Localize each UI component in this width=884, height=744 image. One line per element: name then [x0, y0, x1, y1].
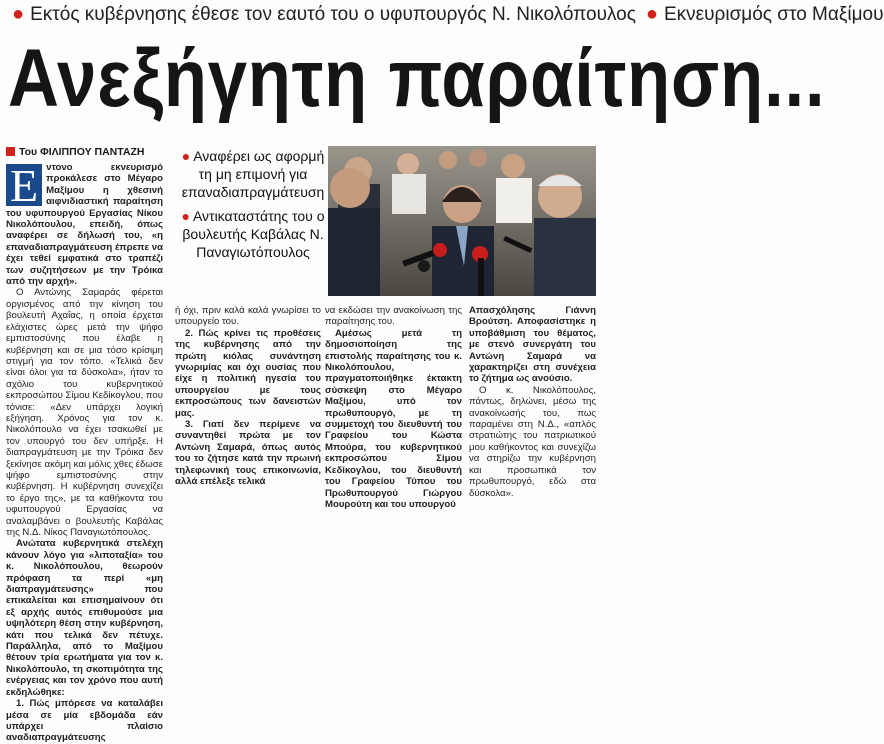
red-bullet-icon: ●	[12, 3, 25, 25]
highlight-item	[178, 207, 328, 261]
red-bullet-icon: ●	[181, 148, 191, 164]
red-bullet-icon: ●	[181, 208, 190, 224]
paragraph: ή όχι, πριν καλά καλά γνωρίσει το υπουργείο του.	[175, 305, 321, 328]
red-bullet-icon: ●	[645, 3, 658, 25]
paragraph: Ο κ. Νικολόπουλος, πάντως, δηλώνει, μέσω της ανακοίνωσής του, πως παραμένει στη Ν.Δ., «απλός στρατιώτης του πατριωτικού μου καθήκοντος και συνεχίζω να στηρίζω την κυβέρνηση και προσωπικά τον πρωθυπουργό, εδώ στα δύσκολα».	[469, 384, 596, 499]
lead-paragraph: ντονο εκνευρισμό προκάλεσε στο Μέγαρο Μαξίμου η χθεσινή αιφνιδιαστική παραίτηση του υφυπουργού Εργασίας Νίκου Νικολόπουλου, επειδή, όπως αναφέρει σε δήλωσή του, «η επαναδιαπραγμάτευση έπρεπε να έχει τεθεί εμφατικά στο τραπέζι των συζητήσεων με την Τρόικα από την αρχή».	[6, 162, 163, 288]
paragraph	[6, 698, 163, 744]
highlight-text: Αντικαταστάτης του ο βουλευτής Καβάλας Ν. Παναγιωτόπουλος	[182, 208, 325, 260]
headline: Ανεξήγητη παραίτηση...	[8, 33, 826, 124]
question-3-text: 3. Γιατί δεν περίμενε να συναντηθεί πρώτα με τον Αντώνη Σαμαρά, όπως αυτός του το ζήτησε κατά την πρωινή τηλεφωνική τους επικοινωνία, αλλά επέλεξε τελικά	[175, 419, 321, 488]
question-3	[175, 419, 321, 487]
highlight-bullets	[178, 147, 328, 267]
kicker-part-2: Εκνευρισμός στο Μαξίμου	[664, 4, 884, 25]
red-square-icon	[6, 147, 15, 156]
byline	[6, 146, 144, 158]
question-1: 1. Πώς μπόρεσε να καταλάβει μέσα σε μία εβδομάδα εάν υπάρχει πλαίσιο αναδιαπραγμάτευσης	[6, 698, 163, 744]
paragraph: να εκδώσει την ανακοίνωση της παραίτησης του.	[325, 305, 462, 328]
kicker-part-1: Εκτός κυβέρνησης έθεσε τον εαυτό του ο υφυπουργός Ν. Νικολόπουλος	[30, 4, 636, 25]
article-column-1	[6, 160, 163, 744]
article-column-4	[469, 305, 596, 499]
press-photo-icon	[328, 146, 596, 296]
kicker-line	[12, 3, 884, 29]
highlight-item	[178, 147, 328, 201]
dropcap: Ε	[6, 164, 42, 206]
paragraph: Αμέσως μετά τη δημοσιοποίηση της επιστολής παραίτησης του κ. Νικολόπουλου, πραγματοποιήθηκε έκτακτη σύσκεψη στο Μέγαρο Μαξίμου, υπό τον πρωθυπουργό, με τη συμμετοχή του διευθυντή του Γραφείου του Κώστα Μπούρα, του κυβερνητικού εκπροσώπου Σίμου Κεδίκογλου, του διευθυντή του Γραφείου Τύπου του Πρωθυπουργού Γιώργου Μουρούτη και του υπουργού	[325, 327, 462, 510]
byline-text: Του ΦΙΛΙΠΠΟΥ ΠΑΝΤΑΖΗ	[19, 146, 145, 158]
article-column-2	[175, 305, 321, 505]
question-2: 2. Πώς κρίνει τις προθέσεις της κυβέρνησης από την πρώτη κιόλας συνάντηση γνωριμίας και όχι ουσίας που είχε η πολιτική ηγεσία του υπουργείου με τους εκπροσώπους των δανειστών μας.	[175, 327, 321, 419]
paragraph: Ανώτατα κυβερνητικά στελέχη κάνουν λόγο για «λιποταξία» του κ. Νικολόπουλου, θεωρούν πρόφαση τα περί «μη διαπραγμάτευσης» που επικαλείται και επισημαίνουν ότι εξ αρχής αυτός επιθυμούσε μια υψηλότερη θέση στην κυβέρνηση, κάτι που τελικά δεν πέτυχε. Παράλληλα, από το Μαξίμου θέτουν τρία ερωτήματα για τον κ. Νικολόπουλο, τη σκοπιμότητα της ενέργειας και τον χρόνο που αυτή εκδηλώθηκε:	[6, 538, 163, 698]
article-column-3	[325, 305, 462, 510]
paragraph: Ο Αντώνης Σαμαράς φέρεται οργισμένος από την κίνηση του βουλευτή Αχαΐας, η οποία έρχεται ελάχιστες ώρες μετά την ψήφο εμπιστοσύνης που έλαβε η κυβέρνηση και σε μια τόσο κρίσιμη στιγμή για τον τόπο. «Τελικά δεν είναι όλοι για τα δύσκολα», ήταν το σχόλιο του κυβερνητικού εκπροσώπου Σίμου Κεδίκογλου, που τόνισε: «Δεν υπάρχει λογική εξήγηση. Χρόνος για τον κ. Νικολόπουλο να έχει τσακωθεί με τον υπουργό του δεν υπήρξε. Η διαπραγμάτευση με την Τρόικα δεν ξεκίνησε ακόμη και μόλις χθες έδωσε ψήφο εμπιστοσύνης στην κυβέρνηση. Η κυβέρνηση συνεχίζει το έργο της», με τα καθήκοντα του υφυπουργού Εργασίας να αναλαμβάνει ο βουλευτής Καβάλας της Ν.Δ. Νίκος Παναγιωτόπουλος.	[6, 287, 163, 538]
press-photo	[328, 146, 596, 296]
paragraph: Απασχόλησης Γιάννη Βρούτση. Αποφασίστηκε η υποβάθμιση του θέματος, με στενό συνεργάτη του Αντώνη Σαμαρά να χαρακτηρίζει στη συνέχεια το ζήτημα ως ανούσιο.	[469, 305, 596, 385]
highlight-text: Αναφέρει ως αφορμή τη μη επιμονή για επαναδιαπραγμάτευση	[181, 148, 325, 200]
